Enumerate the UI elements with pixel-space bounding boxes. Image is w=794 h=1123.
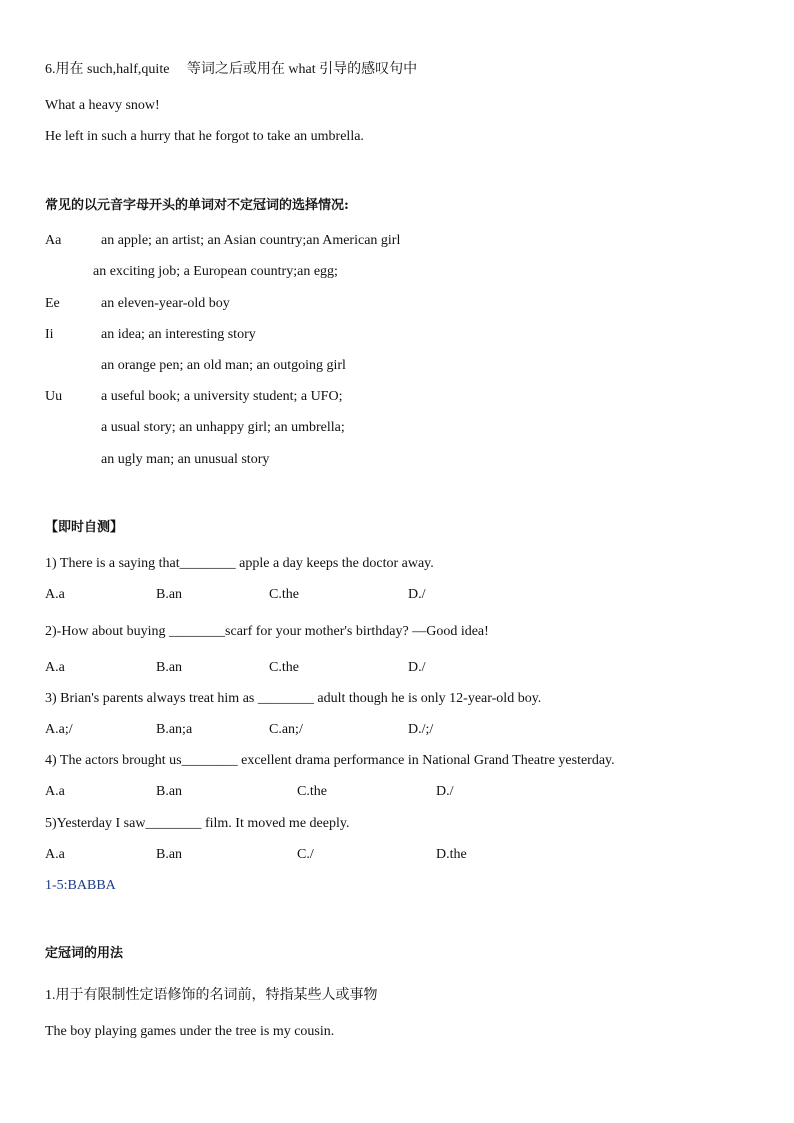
vowel-letter: Uu [45,389,63,404]
quiz-option: B.an [156,587,183,602]
quiz-option: B.an [156,784,183,799]
vowel-example: a useful book; a university student; a UFO; [101,389,343,404]
quiz-option: B.an [156,847,183,862]
vowel-letter: Ii [45,327,54,342]
quiz-option: C.an;/ [269,722,303,737]
vowel-example: an orange pen; an old man; an outgoing girl [101,358,346,373]
quiz-option: A.a [45,784,65,799]
quiz-option: D./ [436,784,454,799]
quiz-question: 4) The actors brought us________ excellent drama performance in National Grand Theatre yesterday. [45,753,615,768]
vowel-example: an eleven-year-old boy [101,296,230,311]
quiz-heading: 【即时自测】 [45,520,124,535]
answer-key: 1-5:BABBA [45,878,116,893]
quiz-option: D./ [408,587,426,602]
quiz-option: C.the [297,784,327,799]
vowel-example: an apple; an artist; an Asian country;an American girl [101,233,401,248]
example-sentence: He left in such a hurry that he forgot to take an umbrella. [45,129,364,144]
section6-heading: 6.用在 such,half,quite 等词之后或用在 what 引导的感叹句中 [45,62,418,77]
definite-usage-item: 1.用于有限制性定语修饰的名词前，特指某些人或事物 [45,988,378,1003]
quiz-option: A.a;/ [45,722,73,737]
vowel-letter: Aa [45,233,62,248]
quiz-option: A.a [45,847,65,862]
vowel-example: an exciting job; a European country;an egg; [93,264,338,279]
example-sentence: The boy playing games under the tree is my cousin. [45,1024,335,1039]
quiz-question: 3) Brian's parents always treat him as ________ adult though he is only 12-year-old boy. [45,691,542,706]
quiz-option: A.a [45,660,65,675]
quiz-question: 5)Yesterday I saw________ film. It moved me deeply. [45,816,350,831]
quiz-option: B.an [156,660,183,675]
example-sentence: What a heavy snow! [45,98,160,113]
quiz-option: D./;/ [408,722,434,737]
vowel-letter: Ee [45,296,60,311]
quiz-option: C./ [297,847,314,862]
vowel-example: an ugly man; an unusual story [101,452,270,467]
definite-article-heading: 定冠词的用法 [45,946,124,961]
quiz-option: B.an;a [156,722,193,737]
quiz-question: 2)-How about buying ________scarf for your mother's birthday? ―Good idea! [45,624,489,639]
vowel-example: a usual story; an unhappy girl; an umbrella; [101,420,345,435]
quiz-option: A.a [45,587,65,602]
vowel-section-heading: 常见的以元音字母开头的单词对不定冠词的选择情况: [45,198,349,213]
quiz-question: 1) There is a saying that________ apple a day keeps the doctor away. [45,556,434,571]
vowel-example: an idea; an interesting story [101,327,256,342]
quiz-option: D.the [436,847,467,862]
quiz-option: C.the [269,587,299,602]
quiz-option: C.the [269,660,299,675]
quiz-option: D./ [408,660,426,675]
